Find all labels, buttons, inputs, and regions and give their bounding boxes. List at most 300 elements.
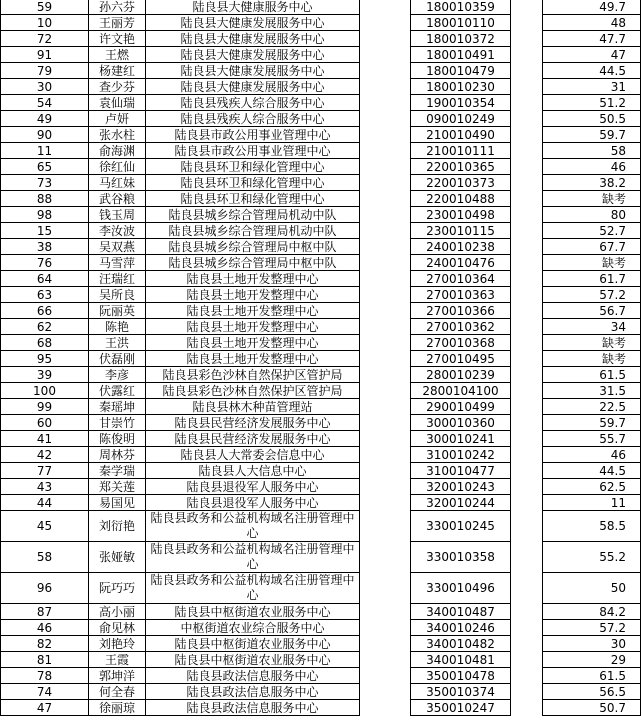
spacer-cell [360,383,411,399]
ticket-no-cell: 240010476 [411,255,511,271]
spacer-cell [360,367,411,383]
unit-cell: 陆良县林木种苗管理站 [146,399,360,415]
name-cell: 刘艳玲 [89,636,146,652]
unit-cell: 陆良县彩色沙林自然保护区管护局 [146,383,360,399]
seq-no-cell: 72 [1,31,89,47]
unit-cell: 陆良县大健康发展服务中心 [146,47,360,63]
seq-no-cell: 63 [1,287,89,303]
spacer-cell [360,620,411,636]
ticket-no-cell: 180010372 [411,31,511,47]
spacer-cell [511,636,543,652]
table-row [1,542,641,573]
unit-cell: 陆良县残疾人综合服务中心 [146,111,360,127]
spacer-cell [360,542,411,573]
spacer-cell [511,319,543,335]
unit-cell: 陆良县城乡综合管理局机动中队 [146,207,360,223]
seq-no-cell: 45 [1,511,89,542]
unit-cell: 中枢街道农业综合服务中心 [146,620,360,636]
spacer-cell [511,127,543,143]
table-row [1,191,641,207]
score-cell: 缺考 [543,191,641,207]
spacer-cell [360,479,411,495]
spacer-cell [360,604,411,620]
unit-cell: 陆良县环卫和绿化管理中心 [146,159,360,175]
seq-no-cell: 76 [1,255,89,271]
seq-no-cell: 60 [1,415,89,431]
score-cell: 46 [543,447,641,463]
spacer-cell [360,255,411,271]
score-cell: 59.7 [543,127,641,143]
spacer-cell [511,0,543,15]
spacer-cell [360,127,411,143]
score-cell: 38.2 [543,175,641,191]
table-row [1,511,641,542]
score-cell: 58 [543,143,641,159]
score-cell: 56.5 [543,684,641,700]
spacer-cell [360,319,411,335]
seq-no-cell: 62 [1,319,89,335]
table-row [1,31,641,47]
seq-no-cell: 54 [1,95,89,111]
score-cell: 49.7 [543,0,641,15]
ticket-no-cell: 320010244 [411,495,511,511]
score-cell: 59.7 [543,415,641,431]
spacer-cell [511,255,543,271]
name-cell: 王霞 [89,652,146,668]
score-cell: 44.5 [543,63,641,79]
spacer-cell [511,652,543,668]
name-cell: 刘衍艳 [89,511,146,542]
table-row [1,351,641,367]
seq-no-cell: 43 [1,479,89,495]
ticket-no-cell: 290010499 [411,399,511,415]
ticket-no-cell: 180010479 [411,63,511,79]
score-cell: 缺考 [543,351,641,367]
seq-no-cell: 90 [1,127,89,143]
spacer-cell [360,111,411,127]
name-cell: 秦学瑞 [89,463,146,479]
name-cell: 徐红仙 [89,159,146,175]
spacer-cell [511,668,543,684]
ticket-no-cell: 340010482 [411,636,511,652]
seq-no-cell: 96 [1,573,89,604]
spacer-cell [511,271,543,287]
spacer-cell [511,495,543,511]
seq-no-cell: 82 [1,636,89,652]
table-row [1,604,641,620]
spacer-cell [360,335,411,351]
seq-no-cell: 42 [1,447,89,463]
seq-no-cell: 41 [1,431,89,447]
name-cell: 张水柱 [89,127,146,143]
score-cell: 缺考 [543,335,641,351]
table-row [1,111,641,127]
spacer-cell [511,143,543,159]
score-cell: 31.5 [543,383,641,399]
score-cell: 61.7 [543,271,641,287]
spacer-cell [360,573,411,604]
seq-no-cell: 46 [1,620,89,636]
name-cell: 俞见林 [89,620,146,636]
score-cell: 50.5 [543,111,641,127]
unit-cell: 陆良县城乡综合管理局中枢中队 [146,255,360,271]
score-cell: 84.2 [543,604,641,620]
spacer-cell [511,604,543,620]
spacer-cell [511,47,543,63]
seq-no-cell: 81 [1,652,89,668]
seq-no-cell: 100 [1,383,89,399]
spacer-cell [360,0,411,15]
ticket-no-cell: 190010354 [411,95,511,111]
spacer-cell [511,79,543,95]
name-cell: 甘崇竹 [89,415,146,431]
table-row [1,255,641,271]
score-cell: 57.2 [543,287,641,303]
spacer-cell [511,207,543,223]
ticket-no-cell: 330010496 [411,573,511,604]
spacer-cell [360,223,411,239]
table-row [1,79,641,95]
ticket-no-cell: 230010498 [411,207,511,223]
unit-cell: 陆良县民营经济发展服务中心 [146,415,360,431]
seq-no-cell: 74 [1,684,89,700]
ticket-no-cell: 340010246 [411,620,511,636]
ticket-no-cell: 330010358 [411,542,511,573]
unit-cell: 陆良县政务和公益机构域名注册管理中心 [146,573,360,604]
name-cell: 马雪萍 [89,255,146,271]
name-cell: 吴所良 [89,287,146,303]
ticket-no-cell: 350010247 [411,700,511,716]
spacer-cell [360,143,411,159]
spacer-cell [511,303,543,319]
spacer-cell [360,636,411,652]
seq-no-cell: 66 [1,303,89,319]
unit-cell: 陆良县彩色沙林自然保护区管护局 [146,367,360,383]
name-cell: 陈艳 [89,319,146,335]
seq-no-cell: 73 [1,175,89,191]
score-cell: 61.5 [543,668,641,684]
spacer-cell [511,335,543,351]
unit-cell: 陆良县土地开发整理中心 [146,335,360,351]
name-cell: 武谷粮 [89,191,146,207]
spacer-cell [511,15,543,31]
spacer-cell [360,495,411,511]
seq-no-cell: 58 [1,542,89,573]
table-row [1,335,641,351]
ticket-no-cell: 270010362 [411,319,511,335]
table-row [1,652,641,668]
unit-cell: 陆良县政法信息服务中心 [146,700,360,716]
name-cell: 卢妍 [89,111,146,127]
spacer-cell [360,431,411,447]
table-row [1,143,641,159]
ticket-no-cell: 330010245 [411,511,511,542]
unit-cell: 陆良县退役军人服务中心 [146,479,360,495]
table-row [1,239,641,255]
spacer-cell [360,31,411,47]
seq-no-cell: 78 [1,668,89,684]
name-cell: 秦瑶坤 [89,399,146,415]
score-cell: 11 [543,495,641,511]
name-cell: 阮巧巧 [89,573,146,604]
name-cell: 阮丽英 [89,303,146,319]
score-cell: 31 [543,79,641,95]
score-cell: 30 [543,636,641,652]
spacer-cell [360,287,411,303]
seq-no-cell: 15 [1,223,89,239]
seq-no-cell: 39 [1,367,89,383]
name-cell: 俞海渊 [89,143,146,159]
spacer-cell [511,431,543,447]
name-cell: 杨建红 [89,63,146,79]
spacer-cell [511,111,543,127]
spacer-cell [360,47,411,63]
table-row [1,319,641,335]
name-cell: 王丽芳 [89,15,146,31]
table-row [1,431,641,447]
ticket-no-cell: 220010488 [411,191,511,207]
score-cell: 48 [543,15,641,31]
spacer-cell [360,239,411,255]
table-row [1,620,641,636]
spacer-cell [360,447,411,463]
spacer-cell [360,652,411,668]
ticket-no-cell: 350010478 [411,668,511,684]
name-cell: 张娅敏 [89,542,146,573]
table-row [1,95,641,111]
score-cell: 50.7 [543,700,641,716]
ticket-no-cell: 210010490 [411,127,511,143]
seq-no-cell: 11 [1,143,89,159]
unit-cell: 陆良县民营经济发展服务中心 [146,431,360,447]
ticket-no-cell: 240010238 [411,239,511,255]
unit-cell: 陆良县城乡综合管理局中枢中队 [146,239,360,255]
ticket-no-cell: 350010374 [411,684,511,700]
name-cell: 伏磊刚 [89,351,146,367]
spacer-cell [360,95,411,111]
table-row [1,573,641,604]
score-cell: 29 [543,652,641,668]
ticket-no-cell: 270010364 [411,271,511,287]
ticket-no-cell: 2800104100 [411,383,511,399]
table-row [1,63,641,79]
name-cell: 陈俊明 [89,431,146,447]
score-cell: 55.7 [543,431,641,447]
ticket-no-cell: 270010368 [411,335,511,351]
name-cell: 周林芬 [89,447,146,463]
spacer-cell [511,383,543,399]
name-cell: 许文艳 [89,31,146,47]
score-cell: 34 [543,319,641,335]
score-cell: 47 [543,47,641,63]
name-cell: 孙六芬 [89,0,146,15]
spacer-cell [511,700,543,716]
unit-cell: 陆良县土地开发整理中心 [146,271,360,287]
spacer-cell [511,351,543,367]
seq-no-cell: 44 [1,495,89,511]
ticket-no-cell: 220010365 [411,159,511,175]
seq-no-cell: 77 [1,463,89,479]
table-row [1,463,641,479]
table-row [1,223,641,239]
score-cell: 57.2 [543,620,641,636]
unit-cell: 陆良县环卫和绿化管理中心 [146,191,360,207]
spacer-cell [360,159,411,175]
name-cell: 何全春 [89,684,146,700]
unit-cell: 陆良县土地开发整理中心 [146,287,360,303]
unit-cell: 陆良县人大常委会信息中心 [146,447,360,463]
unit-cell: 陆良县政务和公益机构域名注册管理中心 [146,511,360,542]
unit-cell: 陆良县中枢街道农业服务中心 [146,652,360,668]
table-row [1,287,641,303]
spacer-cell [360,399,411,415]
table-body [1,0,641,716]
spacer-cell [511,542,543,573]
score-cell: 47.7 [543,31,641,47]
name-cell: 钱玉周 [89,207,146,223]
spacer-cell [511,684,543,700]
score-cell: 62.5 [543,479,641,495]
unit-cell: 陆良县城乡综合管理局机动中队 [146,223,360,239]
name-cell: 查少芬 [89,79,146,95]
spacer-cell [360,415,411,431]
seq-no-cell: 79 [1,63,89,79]
ticket-no-cell: 340010481 [411,652,511,668]
ticket-no-cell: 180010110 [411,15,511,31]
table-row [1,175,641,191]
table-row [1,668,641,684]
ticket-no-cell: 340010487 [411,604,511,620]
seq-no-cell: 91 [1,47,89,63]
seq-no-cell: 99 [1,399,89,415]
ticket-no-cell: 270010363 [411,287,511,303]
spacer-cell [511,31,543,47]
table-row [1,684,641,700]
score-cell: 50 [543,573,641,604]
seq-no-cell: 88 [1,191,89,207]
ticket-no-cell: 310010242 [411,447,511,463]
table-row [1,47,641,63]
seq-no-cell: 64 [1,271,89,287]
score-cell: 22.5 [543,399,641,415]
score-cell: 56.7 [543,303,641,319]
table-row [1,636,641,652]
unit-cell: 陆良县人大信息中心 [146,463,360,479]
spacer-cell [511,239,543,255]
name-cell: 易国见 [89,495,146,511]
table-row [1,0,641,15]
seq-no-cell: 30 [1,79,89,95]
seq-no-cell: 95 [1,351,89,367]
spacer-cell [511,511,543,542]
table-row [1,127,641,143]
score-cell: 67.7 [543,239,641,255]
seq-no-cell: 87 [1,604,89,620]
score-cell: 58.5 [543,511,641,542]
spacer-cell [511,223,543,239]
table-row [1,399,641,415]
unit-cell: 陆良县退役军人服务中心 [146,495,360,511]
seq-no-cell: 47 [1,700,89,716]
unit-cell: 陆良县土地开发整理中心 [146,303,360,319]
unit-cell: 陆良县政务和公益机构域名注册管理中心 [146,542,360,573]
spacer-cell [511,159,543,175]
seq-no-cell: 68 [1,335,89,351]
spacer-cell [511,399,543,415]
table-row [1,207,641,223]
spacer-cell [360,15,411,31]
ticket-no-cell: 300010360 [411,415,511,431]
unit-cell: 陆良县土地开发整理中心 [146,351,360,367]
score-cell: 55.2 [543,542,641,573]
score-cell: 44.5 [543,463,641,479]
unit-cell: 陆良县市政公用事业管理中心 [146,127,360,143]
name-cell: 徐丽琼 [89,700,146,716]
ticket-no-cell: 180010359 [411,0,511,15]
ticket-no-cell: 220010373 [411,175,511,191]
name-cell: 王洪 [89,335,146,351]
name-cell: 伏露红 [89,383,146,399]
spacer-cell [360,63,411,79]
score-cell: 61.5 [543,367,641,383]
name-cell: 王燃 [89,47,146,63]
name-cell: 吴双燕 [89,239,146,255]
spacer-cell [511,287,543,303]
name-cell: 袁仙瑞 [89,95,146,111]
ticket-no-cell: 310010477 [411,463,511,479]
unit-cell: 陆良县政法信息服务中心 [146,668,360,684]
unit-cell: 陆良县政法信息服务中心 [146,684,360,700]
spacer-cell [360,700,411,716]
table-row [1,700,641,716]
ticket-no-cell: 180010230 [411,79,511,95]
ticket-no-cell: 230010115 [411,223,511,239]
name-cell: 高小丽 [89,604,146,620]
name-cell: 郭坤洋 [89,668,146,684]
seq-no-cell: 10 [1,15,89,31]
spacer-cell [511,479,543,495]
ticket-no-cell: 280010239 [411,367,511,383]
unit-cell: 陆良县土地开发整理中心 [146,319,360,335]
unit-cell: 陆良县大健康发展服务中心 [146,31,360,47]
unit-cell: 陆良县大健康服务中心 [146,0,360,15]
unit-cell: 陆良县中枢街道农业服务中心 [146,636,360,652]
spacer-cell [511,415,543,431]
score-cell: 46 [543,159,641,175]
spacer-cell [360,303,411,319]
spacer-cell [360,79,411,95]
spacer-cell [360,511,411,542]
spacer-cell [360,351,411,367]
seq-no-cell: 49 [1,111,89,127]
unit-cell: 陆良县残疾人综合服务中心 [146,95,360,111]
score-cell: 51.2 [543,95,641,111]
table-row [1,447,641,463]
unit-cell: 陆良县中枢街道农业服务中心 [146,604,360,620]
unit-cell: 陆良县大健康发展服务中心 [146,79,360,95]
unit-cell: 陆良县环卫和绿化管理中心 [146,175,360,191]
spacer-cell [511,95,543,111]
ticket-no-cell: 090010249 [411,111,511,127]
spacer-cell [360,207,411,223]
ticket-no-cell: 300010241 [411,431,511,447]
spacer-cell [511,447,543,463]
name-cell: 郑关莲 [89,479,146,495]
spacer-cell [511,573,543,604]
seq-no-cell: 59 [1,0,89,15]
unit-cell: 陆良县市政公用事业管理中心 [146,143,360,159]
table-row [1,495,641,511]
